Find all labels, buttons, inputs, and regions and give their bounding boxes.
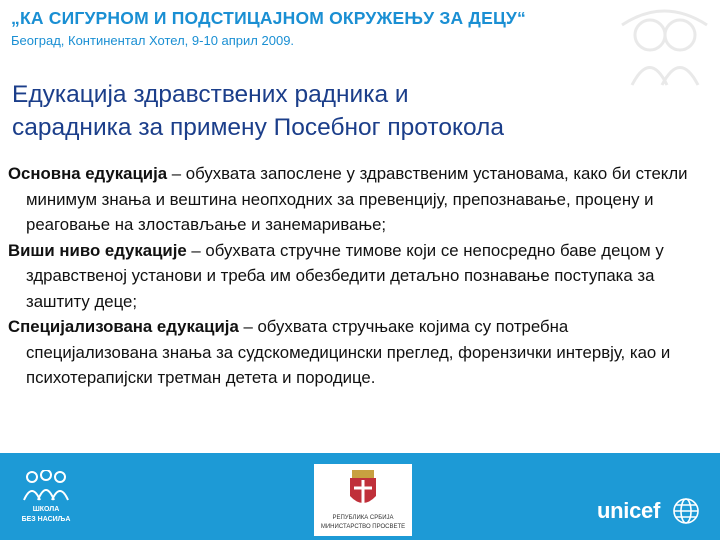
body-content: [8, 161, 698, 391]
item-text: – обухвата запослене у здравственим установама, како би стекли минимум знања и вештина неопходних за превенцију, препознавање, процену и реаговање на злостављање и занемаривање;: [26, 164, 688, 234]
unicef-globe-icon: [671, 496, 701, 526]
slide-title: [12, 78, 672, 144]
crest-line-2: МИНИСТАРСТВО ПРОСВЕТЕ: [320, 524, 406, 530]
school-without-violence-logo: [16, 470, 76, 532]
conference-title: „КА СИГУРНОМ И ПОДСТИЦАЈНОМ ОКРУЖЕЊУ ЗА ДЕЦУ“: [11, 8, 526, 28]
children-figures-icon: [16, 470, 76, 504]
item-specialized-education: [8, 314, 698, 391]
unicef-logo-text: unicef: [597, 498, 660, 523]
crest-line-1: РЕПУБЛИКА СРБИЈА: [332, 515, 394, 521]
item-advanced-education: [8, 238, 698, 315]
item-term: Основна едукација: [8, 164, 168, 183]
school-logo-line-2: БЕЗ НАСИЉА: [21, 516, 71, 523]
item-text: – обухвата стручњаке којима су потребна специјализована знања за судскомедицински преглед, форензички интервју, као и психотерапијски третман детета и породице.: [26, 317, 671, 387]
item-text: – обухвата стручне тимове који се непосредно баве децом у здравственој установи и треба им обезбедити детаљно познавање поступака за заштиту деце;: [26, 240, 664, 311]
slide-title-line-1: Едукација здравствених радника и: [12, 81, 409, 108]
ministry-crest-logo: [314, 464, 412, 536]
item-term: Специјализована едукација: [8, 317, 239, 336]
conference-subtitle: Београд, Континентал Хотел, 9-10 април 2009.: [11, 33, 295, 48]
item-term: Виши ниво едукације: [8, 240, 187, 260]
school-logo-line-1: ШКОЛА: [32, 506, 60, 513]
serbia-coat-of-arms-icon: [314, 466, 412, 514]
slide-title-line-2: сарадника за примену Посебног протокола: [12, 114, 504, 141]
item-basic-education: [8, 161, 698, 238]
